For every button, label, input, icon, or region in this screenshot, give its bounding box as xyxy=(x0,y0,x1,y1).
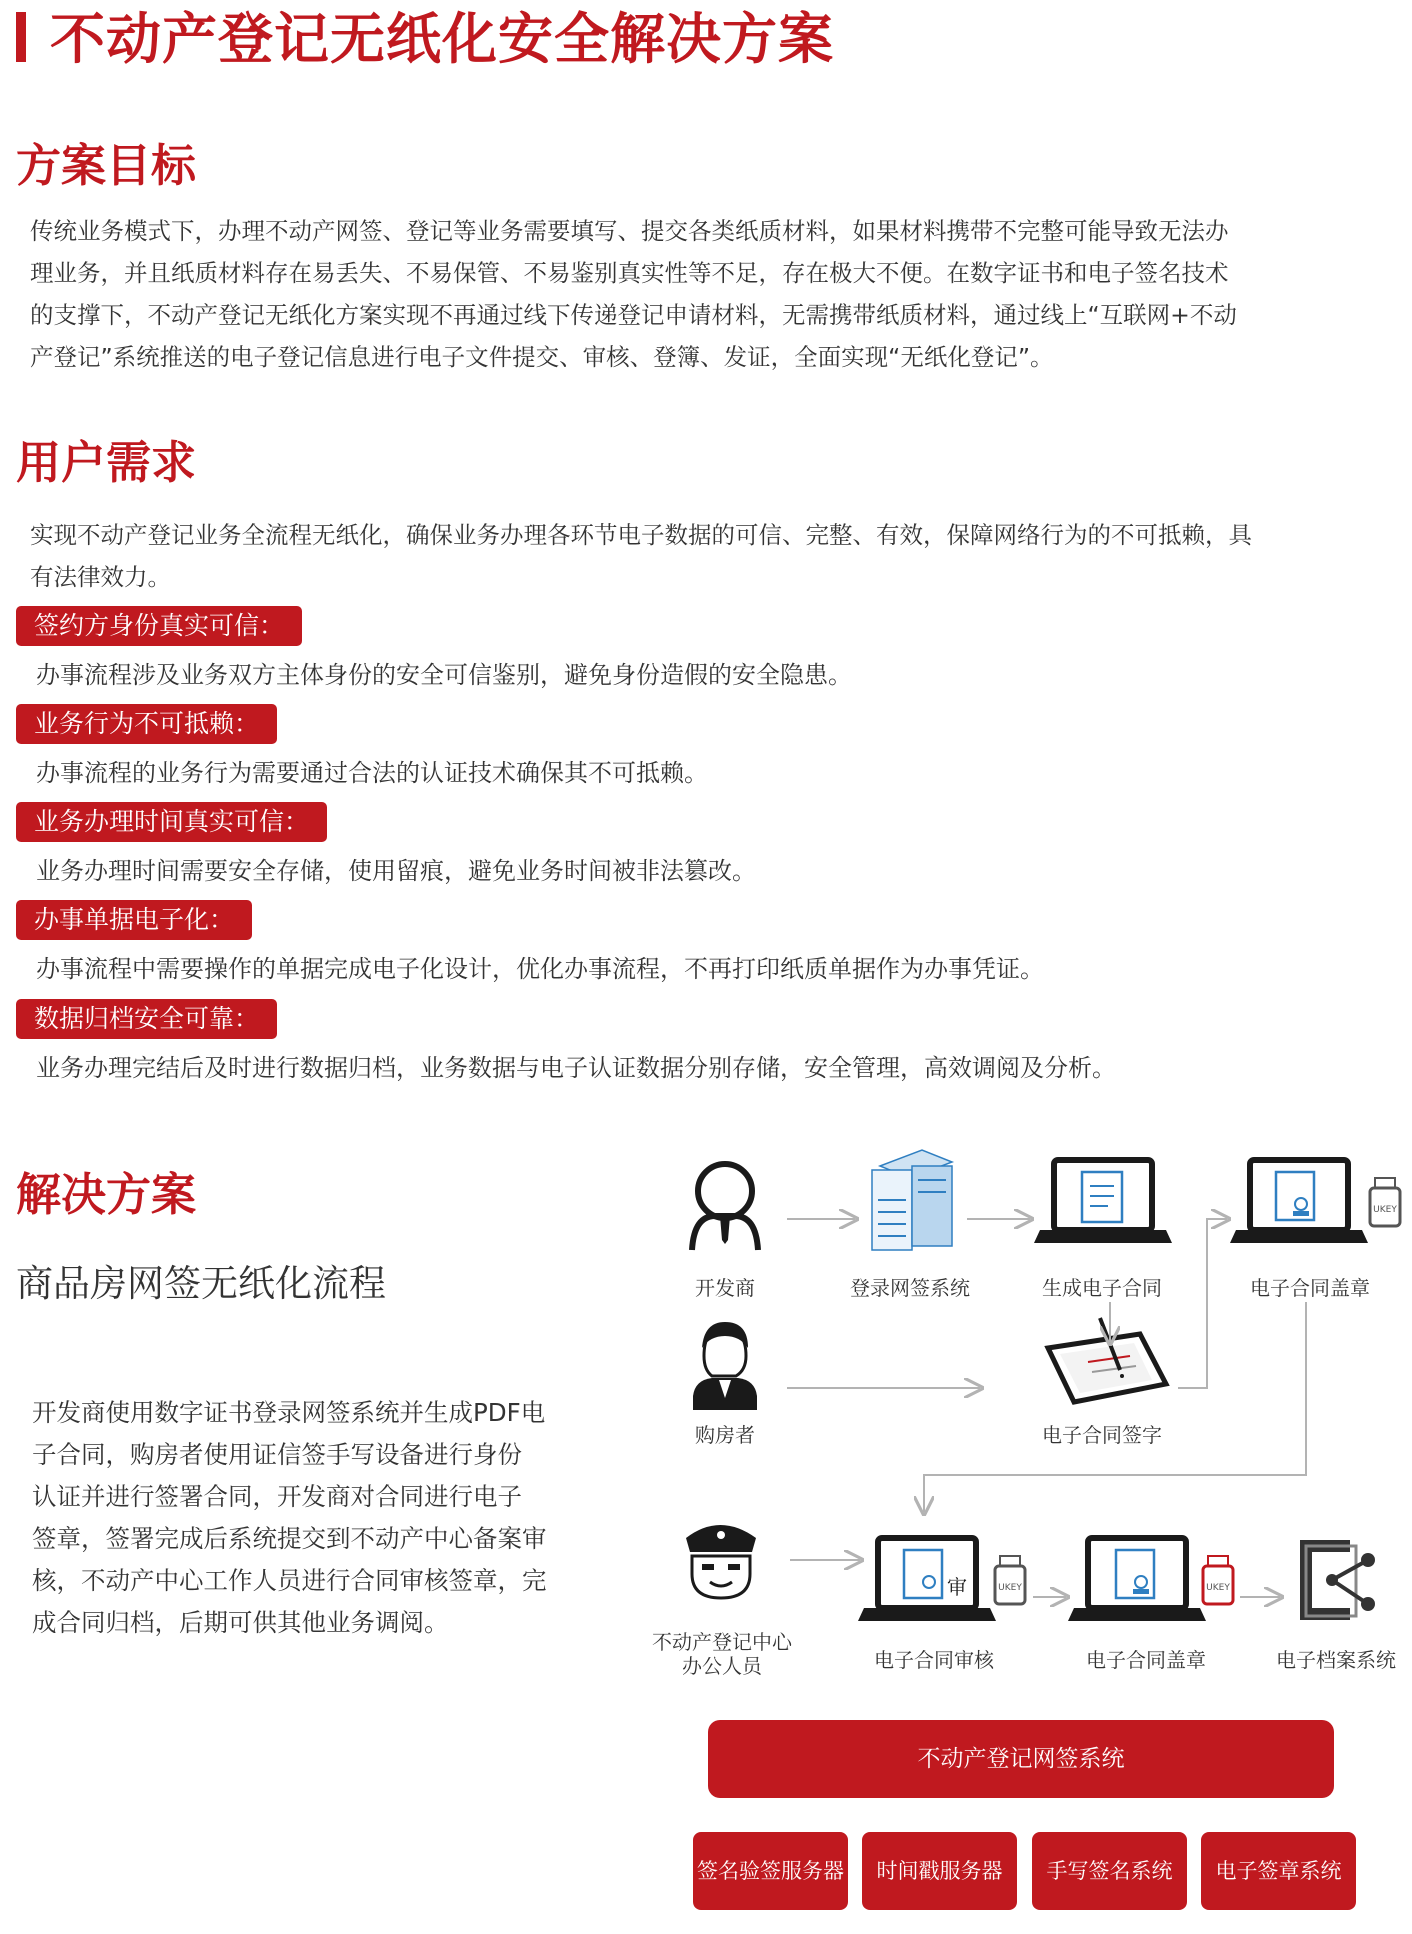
review-contract-label: 电子合同审核 xyxy=(874,1648,994,1672)
solution-desc-line: 子合同，购房者使用证信签手写设备进行身份 xyxy=(32,1440,522,1469)
developer-icon xyxy=(692,1164,758,1250)
goal-line: 的支撑下，不动产登记无纸化方案实现不再通过线下传递登记申请材料，无需携带纸质材料，通过线上“互联网+不动 xyxy=(30,301,1237,329)
archive-share-icon xyxy=(1300,1540,1375,1620)
ukey-label: UKEY xyxy=(1373,1205,1397,1215)
ukey-label: UKEY xyxy=(1206,1583,1230,1593)
needs-heading: 用户需求 xyxy=(16,436,197,489)
login-system-label: 登录网签系统 xyxy=(850,1276,970,1300)
requirement-tag: 签约方身份真实可信： xyxy=(16,606,302,646)
laptop-review-icon xyxy=(858,1538,996,1621)
buyer-icon xyxy=(693,1322,757,1410)
service-box-handwriting: 手写签名系统 xyxy=(1032,1832,1187,1910)
page-title: 不动产登记无纸化安全解决方案 xyxy=(50,7,835,71)
needs-intro xyxy=(30,514,1402,598)
service-box-timestamp: 时间戳服务器 xyxy=(862,1832,1017,1910)
title-accent-bar xyxy=(16,12,26,62)
solution-desc-line: 成合同归档，后期可供其他业务调阅。 xyxy=(32,1608,449,1637)
ukey-icon xyxy=(995,1556,1025,1604)
seal-contract-bottom-label: 电子合同盖章 xyxy=(1086,1648,1206,1672)
goal-line: 理业务，并且纸质材料存在易丢失、不易保管、不易鉴别真实性等不足，存在极大不便。在数字证书和电子签名技术 xyxy=(30,259,1229,287)
officer-label xyxy=(642,1630,802,1678)
laptop-seal-icon xyxy=(1068,1538,1206,1621)
requirement-tag: 数据归档安全可靠： xyxy=(16,999,277,1039)
requirement-desc: 业务办理完结后及时进行数据归档，业务数据与电子认证数据分别存储，安全管理，高效调阅及分析。 xyxy=(36,1054,1116,1082)
officer-icon xyxy=(686,1525,756,1598)
solution-subtitle: 商品房网签无纸化流程 xyxy=(16,1262,386,1305)
solution-desc-line: 开发商使用数字证书登录网签系统并生成PDF电 xyxy=(32,1398,546,1427)
goal-paragraph xyxy=(30,210,1402,378)
solution-desc-line: 核，不动产中心工作人员进行合同审核签章，完 xyxy=(32,1566,547,1595)
sign-contract-label: 电子合同签字 xyxy=(1042,1423,1162,1447)
platform-bar: 不动产登记网签系统 xyxy=(708,1720,1334,1798)
developer-label: 开发商 xyxy=(695,1276,755,1300)
review-mark: 审 xyxy=(947,1575,967,1599)
server-icon xyxy=(872,1150,952,1250)
requirement-desc: 办事流程的业务行为需要通过合法的认证技术确保其不可抵赖。 xyxy=(36,759,708,787)
solution-description xyxy=(32,1392,597,1644)
goal-line: 传统业务模式下，办理不动产网签、登记等业务需要填写、提交各类纸质材料，如果材料携带不完整可能导致无法办 xyxy=(30,217,1229,245)
seal-contract-top-label: 电子合同盖章 xyxy=(1250,1276,1370,1300)
buyer-label: 购房者 xyxy=(695,1423,755,1447)
solution-heading: 解决方案 xyxy=(16,1168,197,1221)
solution-desc-line: 签章，签署完成后系统提交到不动产中心备案审 xyxy=(32,1524,547,1553)
ukey-icon xyxy=(1370,1178,1400,1226)
solution-desc-line: 认证并进行签署合同，开发商对合同进行电子 xyxy=(32,1482,522,1511)
laptop-seal-icon xyxy=(1230,1160,1368,1243)
requirement-tag: 办事单据电子化： xyxy=(16,900,252,940)
generate-contract-label: 生成电子合同 xyxy=(1042,1276,1162,1300)
requirement-desc: 办事流程涉及业务双方主体身份的安全可信鉴别，避免身份造假的安全隐患。 xyxy=(36,661,852,689)
needs-intro-line: 有法律效力。 xyxy=(30,563,171,591)
goal-heading: 方案目标 xyxy=(16,139,197,192)
officer-label-line: 不动产登记中心 xyxy=(652,1630,792,1654)
archive-system-label: 电子档案系统 xyxy=(1276,1648,1396,1672)
requirement-desc: 办事流程中需要操作的单据完成电子化设计，优化办事流程，不再打印纸质单据作为办事凭证。 xyxy=(36,955,1044,983)
red-ukey-icon xyxy=(1203,1556,1233,1604)
service-box-e-seal: 电子签章系统 xyxy=(1201,1832,1356,1910)
needs-intro-line: 实现不动产登记业务全流程无纸化，确保业务办理各环节电子数据的可信、完整、有效，保障网络行为的不可抵赖，具 xyxy=(30,521,1252,549)
requirement-desc: 业务办理时间需要安全存储，使用留痕，避免业务时间被非法篡改。 xyxy=(36,857,756,885)
service-box-signature-verify: 签名验签服务器 xyxy=(693,1832,848,1910)
laptop-document-icon xyxy=(1034,1160,1172,1243)
requirement-tag: 业务办理时间真实可信： xyxy=(16,802,327,842)
signature-tablet-icon xyxy=(1048,1318,1166,1402)
requirement-tag: 业务行为不可抵赖： xyxy=(16,704,277,744)
officer-label-line: 办公人员 xyxy=(682,1654,762,1678)
ukey-label: UKEY xyxy=(998,1583,1022,1593)
goal-line: 产登记”系统推送的电子登记信息进行电子文件提交、审核、登簿、发证，全面实现“无纸化登记”。 xyxy=(30,343,1054,371)
